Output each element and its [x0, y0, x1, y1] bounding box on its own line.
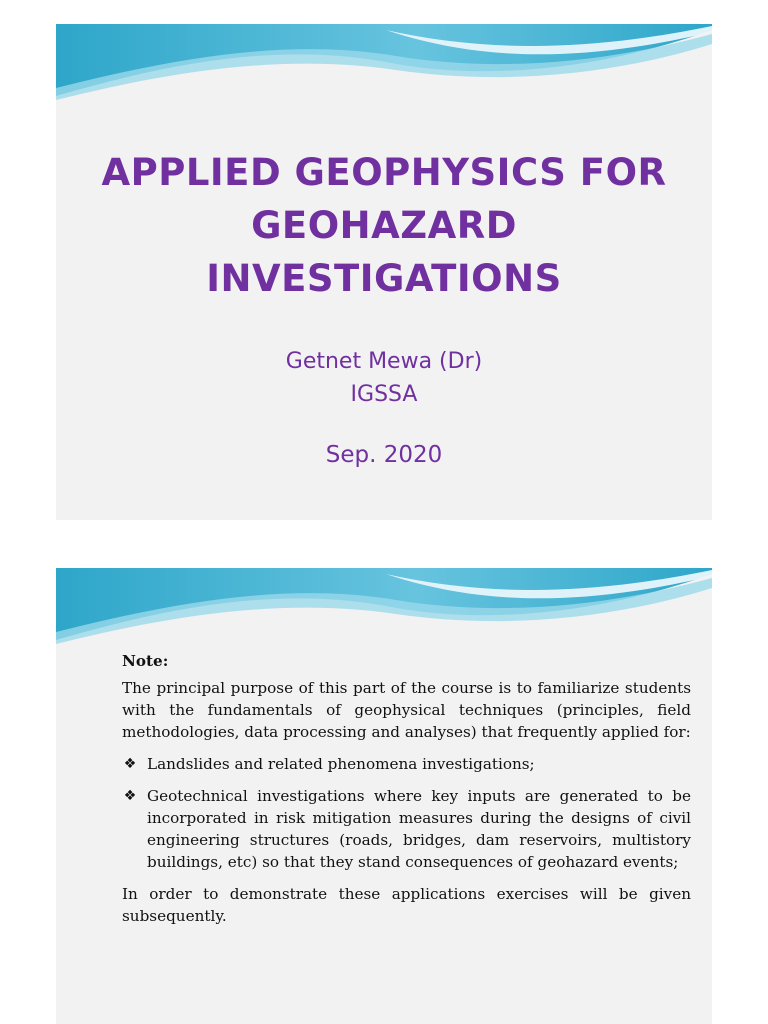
author-name: Getnet Mewa (Dr): [285, 349, 483, 374]
diamond-bullet-icon: ❖: [123, 756, 137, 772]
note-content: [122, 650, 691, 937]
presentation-date: Sep. 2020: [325, 442, 443, 468]
bullet-list: [122, 753, 691, 873]
wave-header-graphic: [56, 568, 712, 648]
diamond-bullet-icon: ❖: [123, 788, 137, 804]
title-line-2: GEOHAZARD: [251, 204, 517, 247]
title-slide: [56, 24, 712, 520]
organization-name: IGSSA: [350, 382, 418, 407]
list-item: [122, 785, 691, 873]
title-line-3: INVESTIGATIONS: [206, 257, 562, 300]
title-line-1: APPLIED GEOPHYSICS FOR: [101, 151, 667, 194]
note-heading: Note:: [122, 652, 169, 670]
closing-paragraph: In order to demonstrate these applications exercises will be given subsequently.: [122, 885, 691, 925]
list-item: [122, 753, 691, 775]
wave-header-graphic: [56, 24, 712, 104]
bullet-text: Geotechnical investigations where key inputs are generated to be incorporated in risk mitigation measures during the designs of civil engineering structures (roads, bridges, dam reservoirs, multistory buildings, etc) so that they stand consequences of geohazard events;: [147, 787, 691, 871]
bullet-text: Landslides and related phenomena investigations;: [147, 755, 535, 773]
presentation-title: [56, 146, 712, 305]
note-slide: [56, 568, 712, 1024]
intro-paragraph: The principal purpose of this part of the course is to familiarize students with the fundamentals of geophysical techniques (principles, field methodologies, data processing and analyses) that frequently applied for:: [122, 679, 691, 741]
